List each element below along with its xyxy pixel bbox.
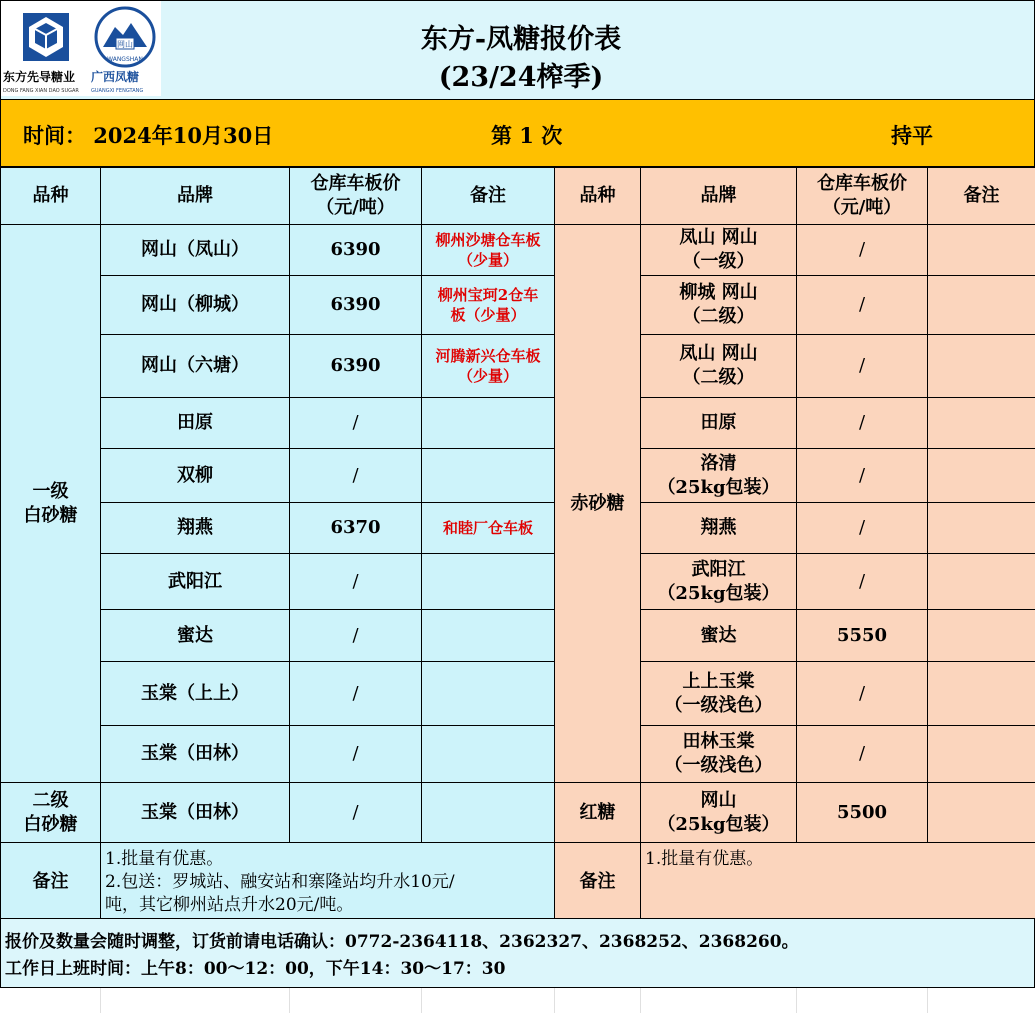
price-cell: / <box>290 726 422 783</box>
price-cell: / <box>797 225 928 276</box>
remark-cell <box>928 554 1035 610</box>
brand-cell: 玉棠（上上） <box>101 662 290 726</box>
price-cell: / <box>290 449 422 503</box>
price-cell: 5500 <box>797 783 928 843</box>
time-bar <box>0 100 1035 167</box>
table-row <box>1 554 1035 610</box>
svg-text:WANGSHAN: WANGSHAN <box>107 56 143 63</box>
notes-right: 1.批量有优惠。 <box>641 843 1035 921</box>
brand-cell: 凤山 网山 （二级） <box>641 335 797 398</box>
remark-cell <box>928 335 1035 398</box>
category-red-sugar: 红糖 <box>555 783 641 843</box>
svg-text:东方先导糖业: 东方先导糖业 <box>3 70 76 84</box>
price-cell: / <box>290 398 422 449</box>
price-cell: / <box>797 398 928 449</box>
page-subtitle: (23/24榨季) <box>438 62 604 93</box>
price-cell: 6370 <box>290 503 422 554</box>
brand-cell: 上上玉棠 （一级浅色） <box>641 662 797 726</box>
company-logos <box>1 1 161 96</box>
remark-cell: 柳州沙塘仓车板 （少量） <box>422 225 555 276</box>
brand-cell: 田原 <box>641 398 797 449</box>
page-title: 东方-凤糖报价表 <box>420 24 622 55</box>
remark-cell <box>928 398 1035 449</box>
price-cell: / <box>797 554 928 610</box>
price-cell: / <box>797 276 928 335</box>
quote-round: 第 1 次 <box>491 123 563 148</box>
price-table <box>0 167 1035 921</box>
remark-cell: 和睦厂仓车板 <box>422 503 555 554</box>
brand-cell: 网山（凤山） <box>101 225 290 276</box>
brand-cell: 柳城 网山 （二级） <box>641 276 797 335</box>
brand-cell: 网山 （25kg包装） <box>641 783 797 843</box>
price-cell: / <box>797 335 928 398</box>
header-brand: 品牌 <box>101 168 290 225</box>
brand-cell: 网山（柳城） <box>101 276 290 335</box>
price-cell: / <box>290 554 422 610</box>
header-remark: 备注 <box>928 168 1035 225</box>
remark-cell <box>928 783 1035 843</box>
category-first-grade: 一级 白砂糖 <box>1 225 101 783</box>
remark-cell: 柳州宝珂2仓车 板（少量） <box>422 276 555 335</box>
price-cell: / <box>290 662 422 726</box>
brand-cell: 玉棠（田林） <box>101 783 290 843</box>
brand-cell: 玉棠（田林） <box>101 726 290 783</box>
remark-cell <box>928 276 1035 335</box>
price-cell: / <box>797 726 928 783</box>
remark-cell <box>422 662 555 726</box>
table-row <box>1 449 1035 503</box>
table-row <box>1 225 1035 276</box>
brand-cell: 蜜达 <box>641 610 797 662</box>
svg-text:GUANGXI FENGTANG: GUANGXI FENGTANG <box>91 88 144 94</box>
price-cell: / <box>290 610 422 662</box>
empty-grid-row <box>0 988 1035 1013</box>
brand-cell: 双柳 <box>101 449 290 503</box>
table-row <box>1 610 1035 662</box>
remark-cell: 河腾新兴仓车板 （少量） <box>422 335 555 398</box>
svg-text:广西凤糖: 广西凤糖 <box>91 70 140 84</box>
remark-cell <box>422 398 555 449</box>
category-second-grade: 二级 白砂糖 <box>1 783 101 843</box>
remark-cell <box>928 726 1035 783</box>
remark-cell <box>928 225 1035 276</box>
price-cell: / <box>797 503 928 554</box>
brand-cell: 蜜达 <box>101 610 290 662</box>
notes-label: 备注 <box>1 843 101 921</box>
price-cell: / <box>797 662 928 726</box>
contact-line: 报价及数量会随时调整，订货前请电话确认：0772-2364118、2362327、2368252、2368260。 <box>5 932 799 952</box>
brand-cell: 翔燕 <box>641 503 797 554</box>
dongfang-logo-icon <box>23 13 69 61</box>
price-cell: / <box>797 449 928 503</box>
header-price: 仓库车板价 （元/吨） <box>290 168 422 225</box>
remark-cell <box>928 610 1035 662</box>
table-row <box>1 335 1035 398</box>
header-variety: 品种 <box>1 168 101 225</box>
notes-row <box>1 843 1035 921</box>
category-brown-sugar: 赤砂糖 <box>555 225 641 783</box>
footer-info <box>0 918 1035 988</box>
logo-area <box>1 1 161 96</box>
brand-cell: 网山（六塘） <box>101 335 290 398</box>
price-cell: / <box>290 783 422 843</box>
price-cell: 6390 <box>290 225 422 276</box>
price-trend: 持平 <box>891 123 933 148</box>
remark-cell <box>928 449 1035 503</box>
header-brand: 品牌 <box>641 168 797 225</box>
brand-cell: 武阳江 <box>101 554 290 610</box>
header <box>0 0 1035 100</box>
remark-cell <box>422 610 555 662</box>
brand-cell: 武阳江 （25kg包装） <box>641 554 797 610</box>
brand-cell: 翔燕 <box>101 503 290 554</box>
remark-cell <box>422 554 555 610</box>
brand-cell: 凤山 网山 （一级） <box>641 225 797 276</box>
notes-left: 1.批量有优惠。 2.包送：罗城站、融安站和寨隆站均升水10元/ 吨，其它柳州站点升水20元/吨。 <box>101 843 555 921</box>
brand-cell: 田林玉棠 （一级浅色） <box>641 726 797 783</box>
price-cell: 6390 <box>290 276 422 335</box>
price-cell: 6390 <box>290 335 422 398</box>
header-row <box>1 168 1035 225</box>
notes-label: 备注 <box>555 843 641 921</box>
table-row <box>1 726 1035 783</box>
header-variety: 品种 <box>555 168 641 225</box>
remark-cell <box>928 662 1035 726</box>
brand-cell: 洛清 （25kg包装） <box>641 449 797 503</box>
table-row <box>1 662 1035 726</box>
header-remark: 备注 <box>422 168 555 225</box>
brand-cell: 田原 <box>101 398 290 449</box>
table-row <box>1 398 1035 449</box>
remark-cell <box>422 783 555 843</box>
remark-cell <box>928 503 1035 554</box>
header-price: 仓库车板价 （元/吨） <box>797 168 928 225</box>
remark-cell <box>422 726 555 783</box>
hours-line: 工作日上班时间：上午8：00～12：00，下午14：30～17：30 <box>5 959 506 979</box>
remark-cell <box>422 449 555 503</box>
table-row <box>1 783 1035 843</box>
svg-text:网山: 网山 <box>117 40 133 49</box>
price-cell: 5550 <box>797 610 928 662</box>
table-row <box>1 503 1035 554</box>
quote-date: 时间： 2024年10月30日 <box>23 123 274 148</box>
table-row <box>1 276 1035 335</box>
svg-text:DONG FANG XIAN DAO SUGAR: DONG FANG XIAN DAO SUGAR <box>3 88 79 94</box>
